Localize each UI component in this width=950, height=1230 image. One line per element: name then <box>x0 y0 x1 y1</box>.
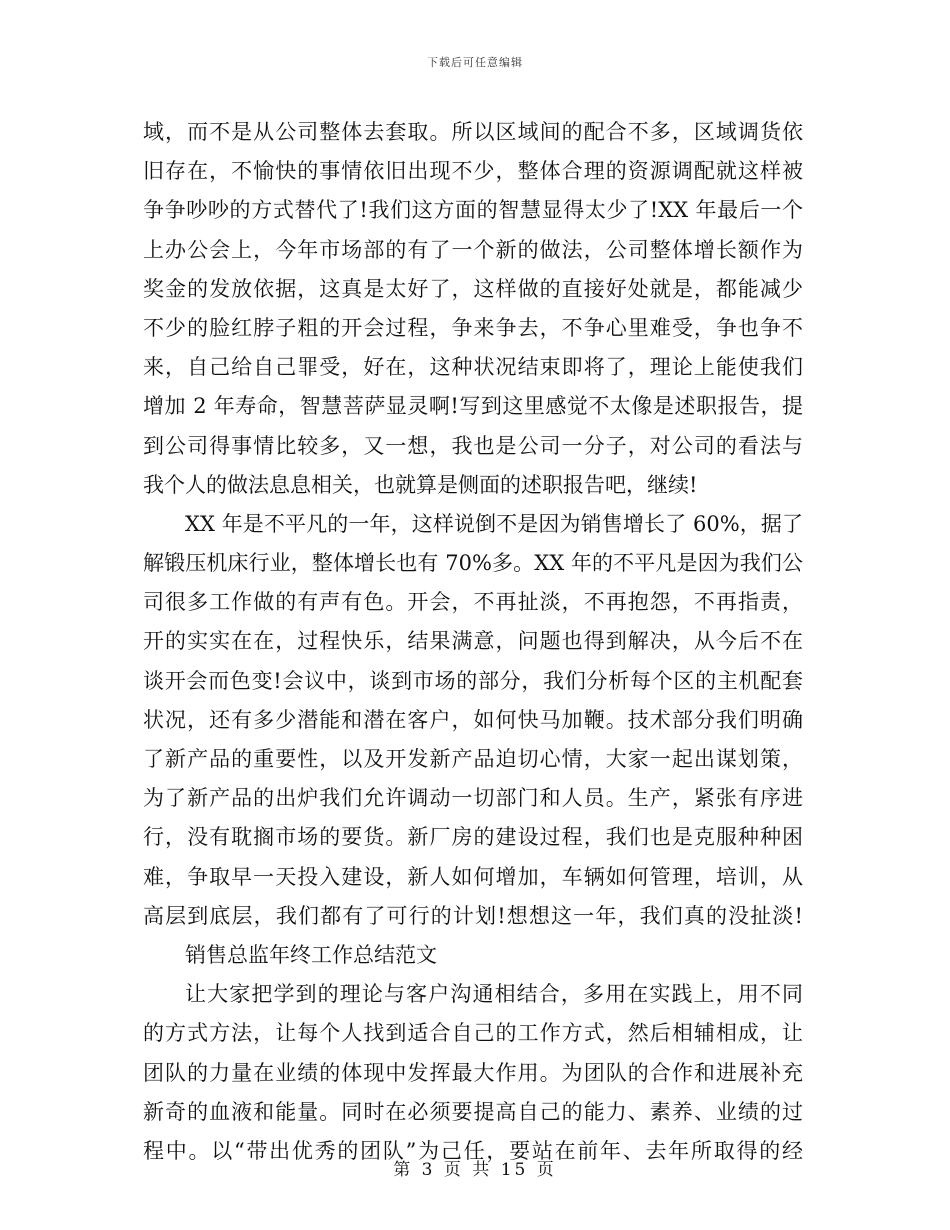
text-line: 奖金的发放依据，这真是太好了，这样做的直接好处就是，都能减少 <box>143 276 803 301</box>
document-body <box>143 113 803 1171</box>
text-line: 团队的力量在业绩的体现中发挥最大作用。为团队的合作和进展补充 <box>143 1060 803 1085</box>
text-line: 司很多工作做的有声有色。开会，不再扯淡，不再抱怨，不再指责， <box>143 590 803 615</box>
text-line: 来，自己给自己罪受，好在，这种状况结束即将了，理论上能使我们 <box>143 355 803 380</box>
text-line: XX 年是不平凡的一年，这样说倒不是因为销售增长了 60%，据了 <box>185 511 803 536</box>
text-line: 的方式方法，让每个人找到适合自己的工作方式，然后相辅相成，让 <box>143 1021 803 1046</box>
text-line: 我个人的做法息息相关，也就算是侧面的述职报告吧，继续! <box>143 472 698 497</box>
page-header: 下载后可任意编辑 <box>427 56 523 69</box>
text-line: 程中。以“带出优秀的团队”为己任，要站在前年、去年所取得的经 <box>143 1138 803 1163</box>
text-line: 不少的脸红脖子粗的开会过程，争来争去，不争心里难受，争也争不 <box>143 315 803 340</box>
page-number-footer: 第 3 页 共 15 页 <box>393 1160 557 1180</box>
text-line: 新奇的血液和能量。同时在必须要提高自己的能力、素养、业绩的过 <box>143 1099 803 1124</box>
text-line: 旧存在，不愉快的事情依旧出现不少，整体合理的资源调配就这样被 <box>143 159 803 184</box>
section-heading: 销售总监年终工作总结范文 <box>185 942 437 967</box>
text-line: 解锻压机床行业，整体增长也有 70%多。XX 年的不平凡是因为我们公 <box>143 551 803 576</box>
text-line: 争争吵吵的方式替代了!我们这方面的智慧显得太少了!XX 年最后一个 <box>143 198 803 223</box>
text-line: 了新产品的重要性，以及开发新产品迫切心情，大家一起出谋划策， <box>143 747 803 771</box>
text-line: 增加 2 年寿命，智慧菩萨显灵啊!写到这里感觉不太像是述职报告，提 <box>143 394 803 419</box>
text-line: 让大家把学到的理论与客户沟通相结合，多用在实践上，用不同 <box>185 982 803 1007</box>
text-line: 谈开会而色变!会议中，谈到市场的部分，我们分析每个区的主机配套 <box>143 668 803 693</box>
text-line: 域，而不是从公司整体去套取。所以区域间的配合不多，区域调货依 <box>143 120 803 144</box>
text-line: 高层到底层，我们都有了可行的计划!想想这一年，我们真的没扯淡! <box>143 903 803 928</box>
text-line: 为了新产品的出炉我们允许调动一切部门和人员。生产，紧张有序进 <box>143 786 803 811</box>
text-line: 状况，还有多少潜能和潜在客户，如何快马加鞭。技术部分我们明确 <box>143 707 803 732</box>
text-line: 行，没有耽搁市场的要货。新厂房的建设过程，我们也是克服种种困 <box>143 825 803 850</box>
text-line: 难，争取早一天投入建设，新人如何增加，车辆如何管理，培训，从 <box>143 864 803 889</box>
text-line: 到公司得事情比较多，又一想，我也是公司一分子，对公司的看法与 <box>143 433 803 458</box>
text-line: 开的实实在在，过程快乐，结果满意，问题也得到解决，从今后不在 <box>143 629 803 654</box>
text-line: 上办公会上，今年市场部的有了一个新的做法，公司整体增长额作为 <box>143 237 803 262</box>
